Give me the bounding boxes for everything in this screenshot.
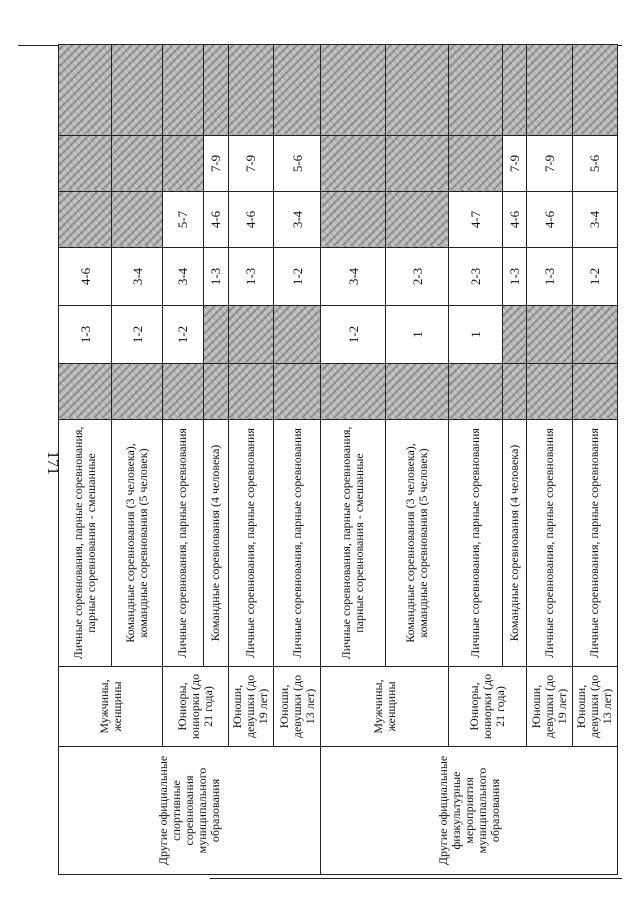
value-cell: 4-6 — [203, 192, 228, 248]
value-cell: 1-2 — [321, 306, 386, 364]
value-cell: 7-9 — [228, 136, 273, 192]
shaded-cell — [572, 45, 617, 136]
event-label: Личные соревнования, парные соревнования — [449, 420, 502, 667]
table-row — [321, 45, 386, 875]
group-label: Юноши, девушки (до 19 лет) — [527, 667, 572, 747]
shaded-cell — [321, 45, 386, 136]
group-label: Мужчины, женщины — [321, 667, 449, 747]
table-row — [59, 45, 112, 875]
value-cell: 5-6 — [273, 136, 321, 192]
value-cell: 1-2 — [273, 248, 321, 306]
shaded-cell — [59, 136, 112, 192]
shaded-cell — [385, 364, 448, 420]
value-cell: 7-9 — [502, 136, 527, 192]
value-cell: 7-9 — [527, 136, 572, 192]
shaded-cell — [449, 45, 502, 136]
event-label: Личные соревнования, парные соревнования — [572, 420, 617, 667]
shaded-cell — [163, 136, 204, 192]
value-cell: 1-2 — [572, 248, 617, 306]
shaded-cell — [321, 192, 386, 248]
group-label: Юниоры, юниорки (до 21 года) — [449, 667, 527, 747]
event-label: Командные соревнования (4 человека) — [203, 420, 228, 667]
shaded-cell — [112, 364, 163, 420]
event-label: Командные соревнования (4 человека) — [502, 420, 527, 667]
event-label: Личные соревнования, парные соревнования — [527, 420, 572, 667]
shaded-cell — [527, 45, 572, 136]
shaded-cell — [273, 364, 321, 420]
value-cell: 3-4 — [273, 192, 321, 248]
shaded-cell — [273, 306, 321, 364]
value-cell: 1 — [385, 306, 448, 364]
value-cell: 1 — [449, 306, 502, 364]
shaded-cell — [385, 136, 448, 192]
shaded-cell — [449, 364, 502, 420]
event-label: Личные соревнования, парные соревнования, парные соревнования - смешанные — [321, 420, 386, 667]
shaded-cell — [527, 364, 572, 420]
event-label: Командные соревнования (3 человека), командные соревнования (5 человек) — [385, 420, 448, 667]
value-cell: 1-3 — [502, 248, 527, 306]
shaded-cell — [203, 364, 228, 420]
shaded-cell — [228, 306, 273, 364]
value-cell: 4-6 — [228, 192, 273, 248]
shaded-cell — [163, 45, 204, 136]
shaded-cell — [59, 364, 112, 420]
bottom-rule — [210, 878, 622, 879]
shaded-cell — [449, 136, 502, 192]
group-label: Мужчины, женщины — [59, 667, 163, 747]
value-cell: 3-4 — [572, 192, 617, 248]
value-cell: 4-7 — [449, 192, 502, 248]
shaded-cell — [59, 45, 112, 136]
value-cell: 1-2 — [163, 306, 204, 364]
shaded-cell — [502, 306, 527, 364]
section-label: Другие официальные физкультурные мероприятия муниципального образования — [321, 747, 618, 875]
shaded-cell — [321, 364, 386, 420]
value-cell: 5-7 — [163, 192, 204, 248]
value-cell: 4-6 — [502, 192, 527, 248]
shaded-cell — [59, 192, 112, 248]
shaded-cell — [385, 45, 448, 136]
group-label: Юноши, девушки (до 13 лет) — [572, 667, 617, 747]
shaded-cell — [502, 364, 527, 420]
event-label: Личные соревнования, парные соревнования, парные соревнования - смешанные — [59, 420, 112, 667]
event-label: Командные соревнования (3 человека), командные соревнования (5 человек) — [112, 420, 163, 667]
results-table — [58, 44, 618, 875]
value-cell: 4-6 — [527, 192, 572, 248]
value-cell: 4-6 — [59, 248, 112, 306]
shaded-cell — [321, 136, 386, 192]
value-cell: 1-3 — [527, 248, 572, 306]
value-cell: 1-3 — [228, 248, 273, 306]
shaded-cell — [572, 364, 617, 420]
shaded-cell — [572, 306, 617, 364]
value-cell: 5-6 — [572, 136, 617, 192]
value-cell: 1-2 — [112, 306, 163, 364]
shaded-cell — [203, 45, 228, 136]
rotated-table-wrapper — [58, 45, 618, 875]
shaded-cell — [112, 136, 163, 192]
event-label: Личные соревнования, парные соревнования — [163, 420, 204, 667]
group-label: Юноши, девушки (до 19 лет) — [228, 667, 273, 747]
shaded-cell — [112, 45, 163, 136]
value-cell: 1-3 — [59, 306, 112, 364]
value-cell: 2-3 — [449, 248, 502, 306]
shaded-cell — [385, 192, 448, 248]
page-number: 171 — [44, 451, 61, 475]
event-label: Личные соревнования, парные соревнования — [273, 420, 321, 667]
value-cell: 7-9 — [203, 136, 228, 192]
value-cell: 3-4 — [321, 248, 386, 306]
value-cell: 3-4 — [112, 248, 163, 306]
section-label: Другие официальные спортивные соревнования муниципального образования — [59, 747, 321, 875]
shaded-cell — [112, 192, 163, 248]
shaded-cell — [228, 364, 273, 420]
event-label: Личные соревнования, парные соревнования — [228, 420, 273, 667]
shaded-cell — [203, 306, 228, 364]
group-label: Юниоры, юниорки (до 21 года) — [163, 667, 229, 747]
shaded-cell — [527, 306, 572, 364]
shaded-cell — [163, 364, 204, 420]
shaded-cell — [228, 45, 273, 136]
value-cell: 1-3 — [203, 248, 228, 306]
group-label: Юноши, девушки (до 13 лет) — [273, 667, 321, 747]
shaded-cell — [502, 45, 527, 136]
value-cell: 3-4 — [163, 248, 204, 306]
shaded-cell — [273, 45, 321, 136]
value-cell: 2-3 — [385, 248, 448, 306]
